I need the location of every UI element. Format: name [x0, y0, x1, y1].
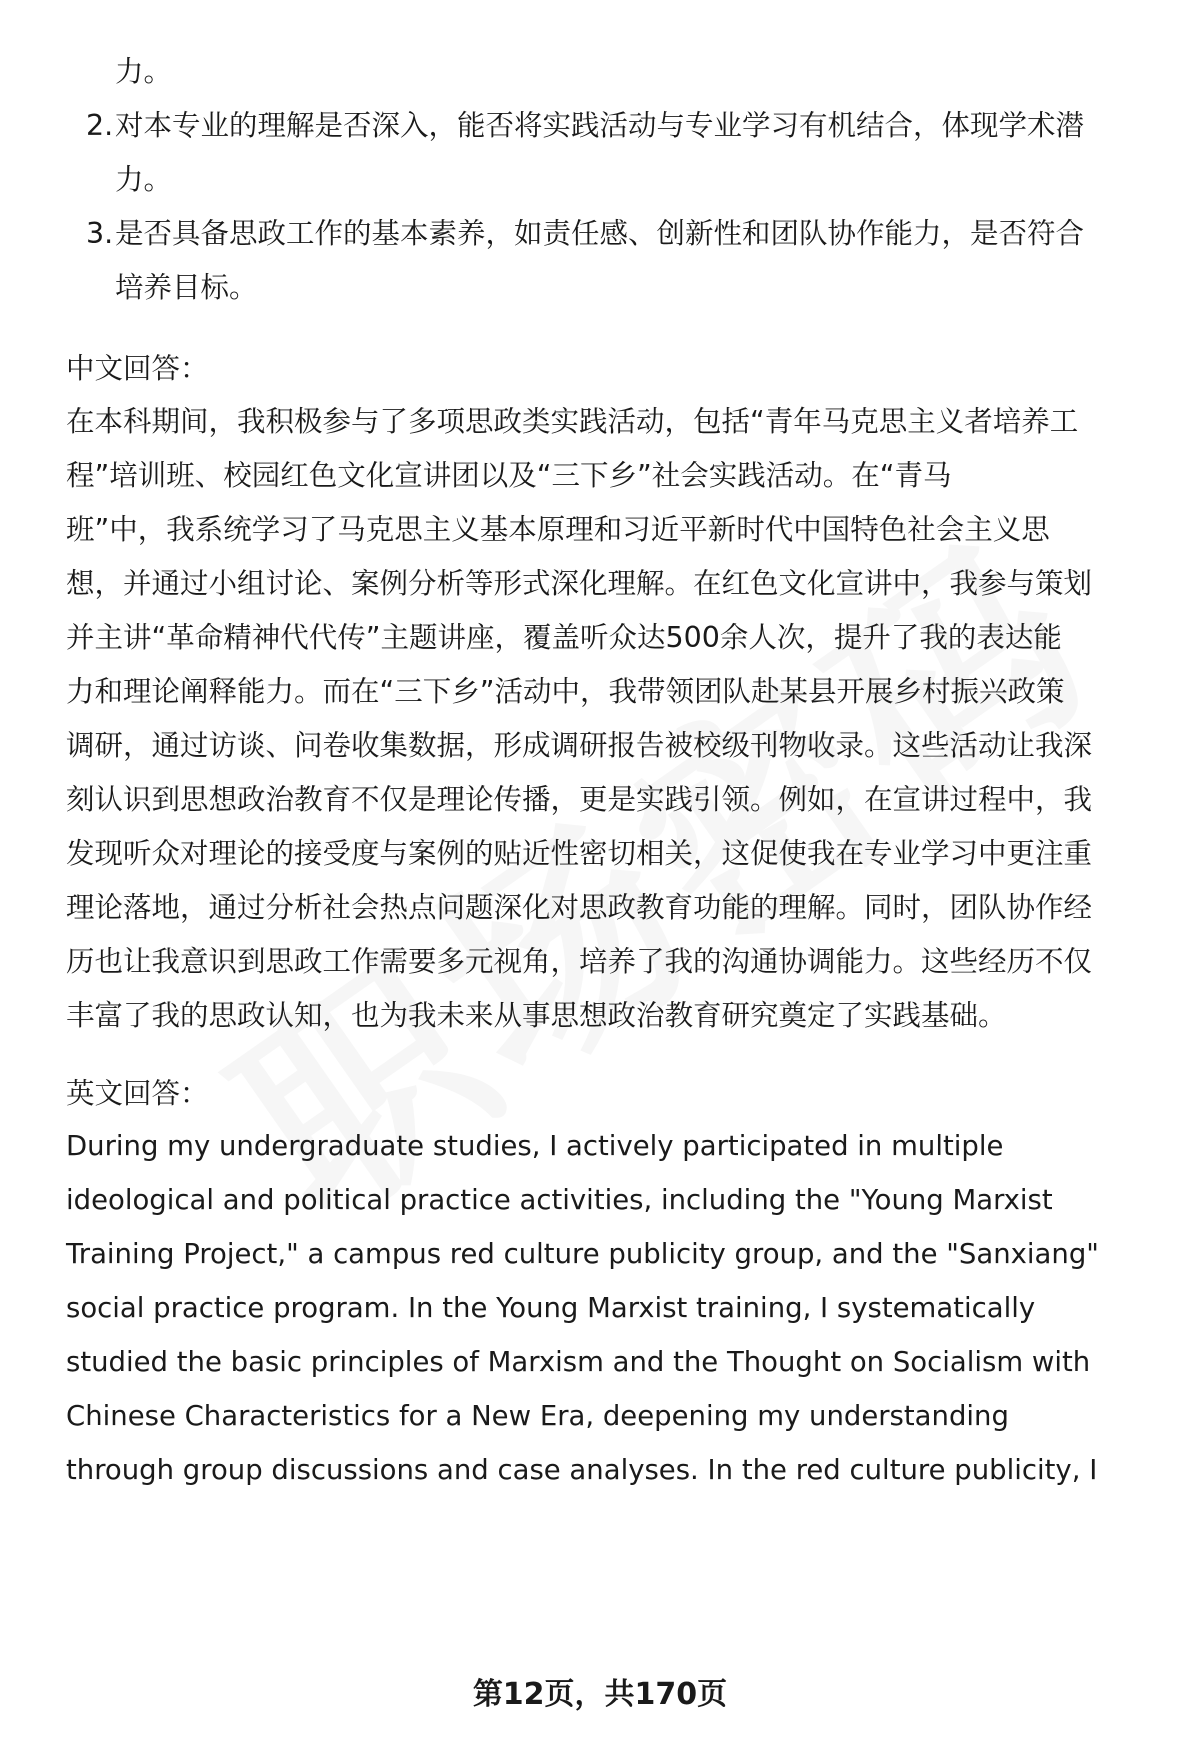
english-paragraph-line: Chinese Characteristics for a New Era, deepening my understanding: [66, 1400, 1009, 1432]
list-item-3-line-2: 培养目标。: [115, 271, 258, 304]
chinese-paragraph-line: 刻认识到思想政治教育不仅是理论传播，更是实践引领。例如，在宣讲过程中，我: [66, 783, 1093, 816]
chinese-paragraph-line: 并主讲“革命精神代代传”主题讲座，覆盖听众达500余人次，提升了我的表达能: [66, 621, 1062, 654]
english-paragraph-line: During my undergraduate studies, I actively participated in multiple: [66, 1130, 1004, 1162]
chinese-paragraph-line: 程”培训班、校园红色文化宣讲团以及“三下乡”社会实践活动。在“青马: [66, 459, 952, 492]
chinese-paragraph-line: 力和理论阐释能力。而在“三下乡”活动中，我带领团队赴某县开展乡村振兴政策: [66, 675, 1065, 708]
chinese-paragraph-line: 在本科期间，我积极参与了多项思政类实践活动，包括“青年马克思主义者培养工: [66, 405, 1079, 438]
chinese-paragraph-line: 发现听众对理论的接受度与案例的贴近性密切相关，这促使我在专业学习中更注重: [66, 837, 1093, 870]
list-item-1-tail: 力。: [115, 55, 173, 88]
chinese-paragraph-line: 丰富了我的思政认知，也为我未来从事思想政治教育研究奠定了实践基础。: [66, 999, 1007, 1032]
english-paragraph-line: social practice program. In the Young Marxist training, I systematically: [66, 1292, 1036, 1324]
page-number-footer: 第12页，共170页: [472, 1677, 728, 1712]
list-item-2-number: 2.: [86, 109, 114, 142]
chinese-paragraph-line: 调研，通过访谈、问卷收集数据，形成调研报告被校级刊物收录。这些活动让我深: [66, 729, 1093, 762]
list-item-2-line-1: 对本专业的理解是否深入，能否将实践活动与专业学习有机结合，体现学术潜: [115, 109, 1085, 142]
chinese-paragraph-line: 理论落地，通过分析社会热点问题深化对思政教育功能的理解。同时，团队协作经: [66, 891, 1093, 924]
english-paragraph-line: through group discussions and case analyses. In the red culture publicity, I: [66, 1454, 1098, 1486]
english-answer-label: 英文回答：: [66, 1077, 209, 1110]
english-paragraph-line: ideological and political practice activities, including the "Young Marxist: [66, 1184, 1053, 1216]
chinese-paragraph-line: 想，并通过小组讨论、案例分析等形式深化理解。在红色文化宣讲中，我参与策划: [66, 567, 1093, 600]
list-item-3-line-1: 是否具备思政工作的基本素养，如责任感、创新性和团队协作能力，是否符合: [115, 217, 1085, 250]
chinese-paragraph-line: 班”中，我系统学习了马克思主义基本原理和习近平新时代中国特色社会主义思: [66, 513, 1050, 546]
chinese-paragraph-line: 历也让我意识到思政工作需要多元视角，培养了我的沟通协调能力。这些经历不仅: [66, 945, 1093, 978]
english-paragraph-line: Training Project," a campus red culture publicity group, and the "Sanxiang": [66, 1238, 1099, 1270]
list-item-2-line-2: 力。: [115, 163, 173, 196]
list-item-3-number: 3.: [86, 217, 114, 250]
english-paragraph-line: studied the basic principles of Marxism and the Thought on Socialism with: [66, 1346, 1091, 1378]
chinese-answer-label: 中文回答：: [66, 352, 209, 385]
